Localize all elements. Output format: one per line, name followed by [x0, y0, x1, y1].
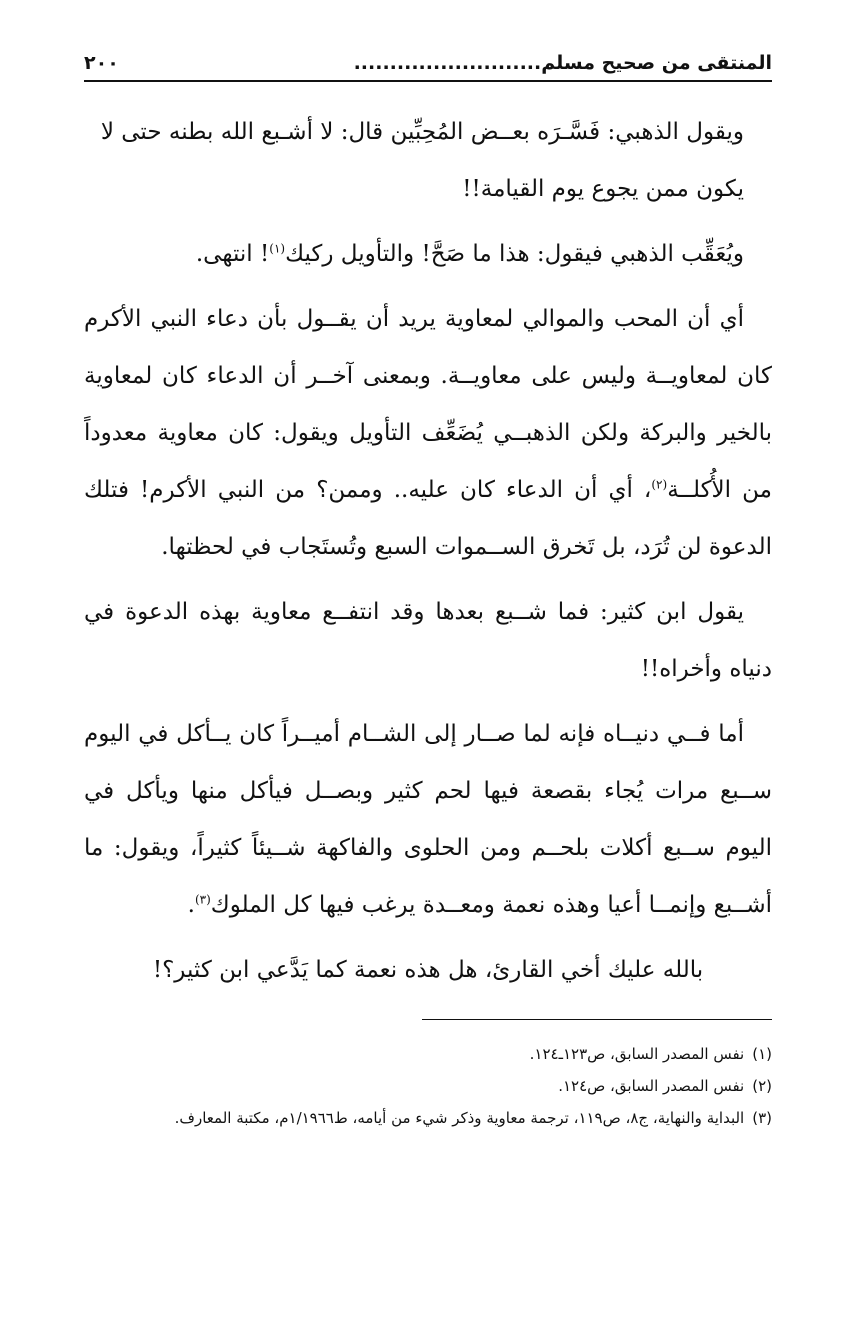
running-header	[84, 44, 772, 82]
main-text	[84, 104, 772, 999]
paragraph-3-tail: ! انتهى.	[195, 241, 270, 267]
footnote-text: نفس المصدر السابق، ص١٢٤.	[558, 1077, 745, 1095]
page-number: ٢٠٠	[84, 52, 119, 74]
book-page	[84, 44, 772, 1284]
footnotes	[84, 1038, 772, 1134]
paragraph-3-text: ويُعَقِّب الذهبي فيقول: هذا ما صَحَّ! والتأويل ركيك	[285, 241, 744, 267]
footnote-number: (٢)	[752, 1077, 772, 1095]
footnote-number: (١)	[752, 1045, 772, 1063]
footnote-2	[84, 1070, 772, 1102]
footnote-number: (٣)	[752, 1109, 772, 1127]
paragraph-3	[84, 226, 772, 283]
running-title: المنتقى من صحيح مسلم..........................	[353, 52, 772, 74]
footnote-divider	[422, 1019, 772, 1020]
footnote-text: البداية والنهاية، ج٨، ص١١٩، ترجمة معاوية وذكر شيء من أيامه، ط١/١٩٦٦م، مكتبة المعارف.	[174, 1109, 745, 1127]
footnote-text: نفس المصدر السابق، ص١٢٣ـ١٢٤.	[529, 1045, 745, 1063]
paragraph-6	[84, 706, 772, 934]
footnote-1	[84, 1038, 772, 1070]
footnote-ref-3: (٣)	[194, 892, 211, 907]
paragraph-1: ويقول الذهبي: فَسَّـرَه بعــض المُحِبِّين قال: لا أشـبع الله بطنه حتى لا	[100, 119, 744, 145]
paragraph-5: يقول ابن كثير: فما شــبع بعدها وقد انتفــع معاوية بهذه الدعوة في دنياه وأخراه!!	[84, 599, 772, 682]
paragraph-6-text: أما فــي دنيــاه فإنه لما صــار إلى الشــام أميــراً كان يــأكل في اليوم ســبع مرات يُجاء بقصعة فيها لحم كثير وبصــل فيأكل منها ويأكل في اليوم ســبع أكلات بلحــم ومن الحلوى والفاكهة شــيئاً كثيراً، ويقول: ما أشــبع وإنمــا أعيا وهذه نعمة ومعــدة يرغب فيها كل الملوك	[84, 721, 772, 918]
paragraph-2: يكون ممن يجوع يوم القيامة!!	[462, 176, 744, 202]
paragraph-4	[84, 291, 772, 576]
paragraph-7: بالله عليك أخي القارئ، هل هذه نعمة كما يَدَّعي ابن كثير؟!	[152, 957, 704, 983]
paragraph-4-text: أي أن المحب والموالي لمعاوية يريد أن يقــول بأن دعاء النبي الأكرم كان لمعاويــة وليس على معاويــة. وبمعنى آخــر أن الدعاء كان لمعاوية بالخير والبركة ولكن الذهبــي يُضَعِّف التأويل ويقول: كان معاوية معدوداً من الأُكلــة	[84, 306, 772, 503]
paragraph-4-tail: ، أي أن الدعاء كان عليه.. وممن؟ من النبي الأكرم! فتلك الدعوة لن تُرَد، بل تَخرق الســموات السبع وتُستَجاب في لحظتها.	[84, 477, 772, 560]
footnote-ref-2: (٢)	[651, 477, 668, 492]
paragraph-6-tail: .	[187, 892, 195, 918]
footnote-3	[84, 1102, 772, 1134]
footnote-ref-1: (١)	[269, 241, 286, 256]
